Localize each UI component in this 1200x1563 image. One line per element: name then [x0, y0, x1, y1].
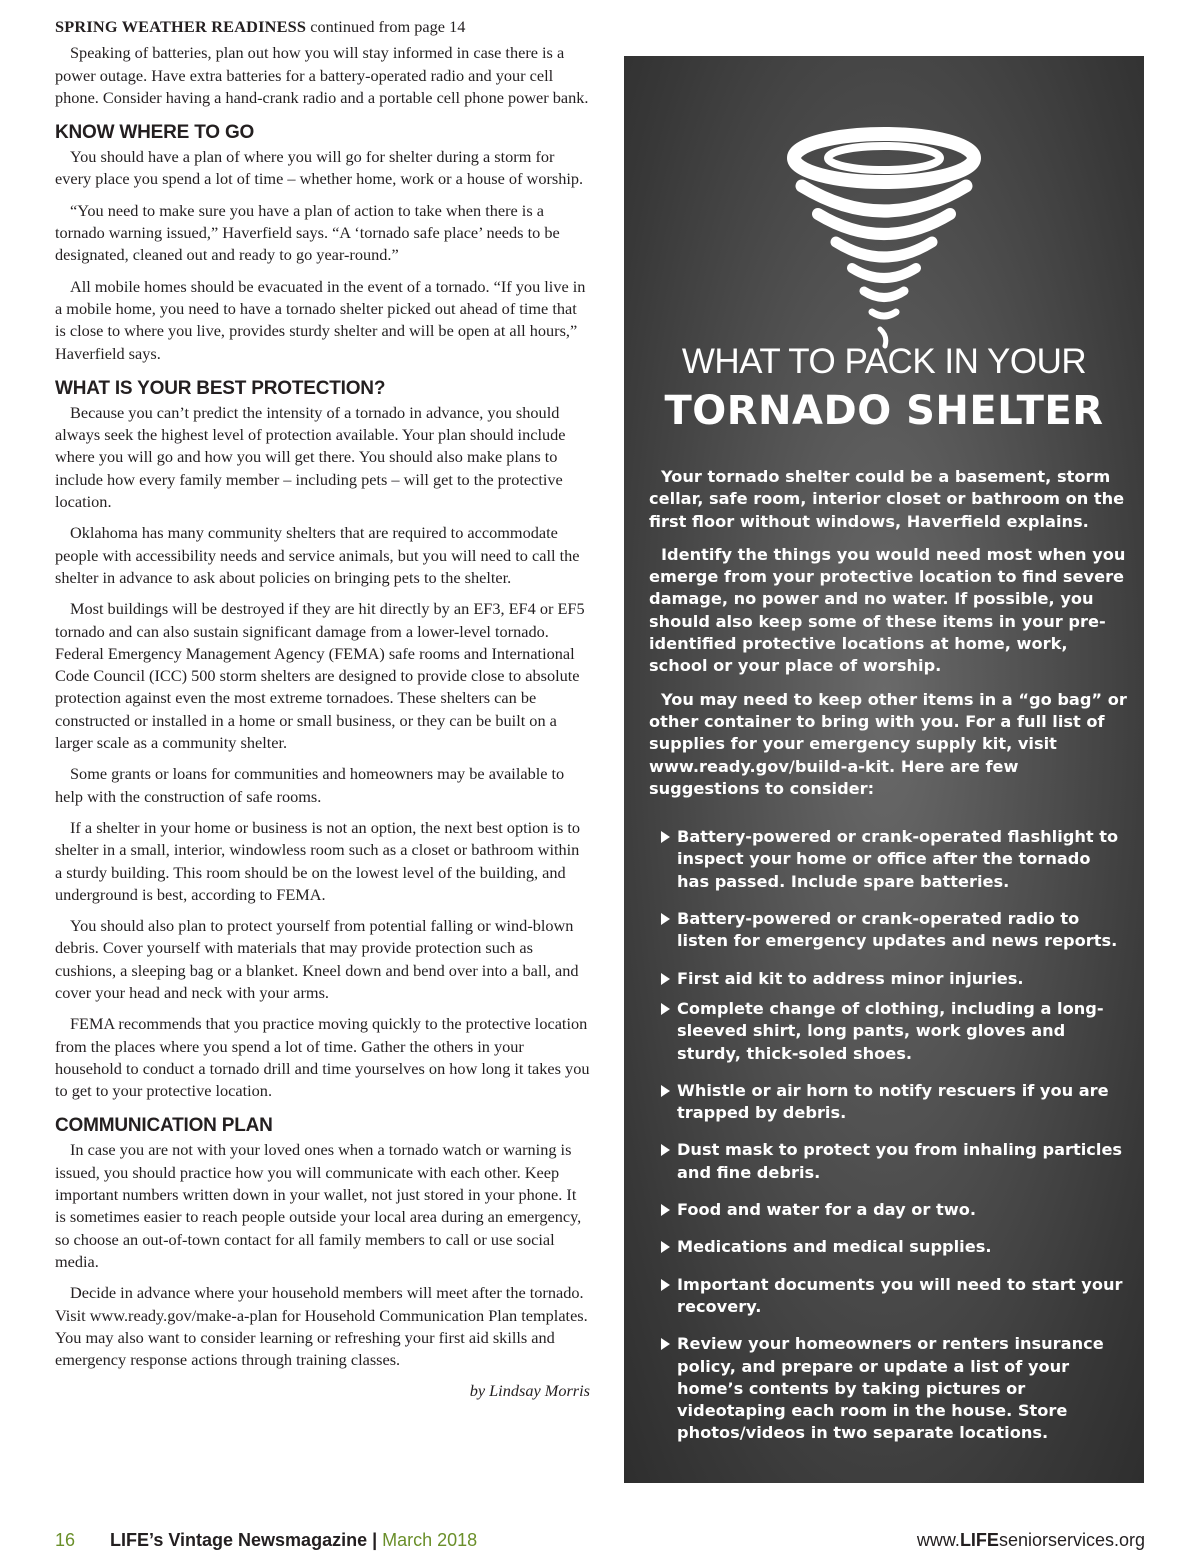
site-prefix: www. — [916, 1530, 960, 1550]
list-item — [649, 998, 1127, 1065]
tornado-icon — [784, 126, 984, 356]
site-bold: LIFE — [959, 1530, 999, 1550]
continued-rest: continued from page 14 — [306, 17, 466, 36]
triangle-bullet-icon — [661, 1085, 670, 1097]
list-item — [649, 968, 1127, 990]
magazine-name: LIFE’s Vintage Newsmagazine — [110, 1530, 368, 1550]
website-url — [917, 1530, 1145, 1551]
page-number: 16 — [55, 1530, 76, 1550]
triangle-bullet-icon — [661, 1279, 670, 1291]
list-item — [649, 1139, 1127, 1184]
issue-date: March 2018 — [382, 1530, 478, 1550]
list-item — [649, 1333, 1127, 1444]
paragraph: Because you can’t predict the intensity of a tornado in advance, you should always seek the highest level of protection available. Your plan should include where you will go and how you will get there. You should also make plans to include how every family member – including pets – will get to the protective location. — [55, 402, 566, 512]
byline: by Lindsay Morris — [469, 1381, 590, 1401]
sidebar-paragraph: You may need to keep other items in a “go bag” or other container to bring with you. For a full list of supplies for your emergency supply kit, visit www.ready.gov/build-a-kit. Here are few suggestions to consider: — [649, 689, 1127, 798]
list-item-text: Complete change of clothing, including a long-sleeved shirt, long pants, work gloves and sturdy, thick-soled shoes. — [677, 998, 1104, 1063]
magazine-title — [110, 1530, 477, 1551]
list-item — [649, 826, 1127, 893]
triangle-bullet-icon — [661, 1338, 670, 1350]
article-intro: Speaking of batteries, plan out how you will stay informed in case there is a power outage. Have extra batteries for a battery-operated radio and your cell phone. Consider having a hand-crank radio and a portable cell phone power bank. — [55, 43, 589, 107]
triangle-bullet-icon — [661, 831, 670, 843]
sidebar-paragraph: Your tornado shelter could be a basement, storm cellar, safe room, interior closet or bathroom on the first floor without windows, Haverfield explains. — [649, 467, 1125, 531]
paragraph: In case you are not with your loved ones when a tornado watch or warning is issued, you should practice how you will communicate with each other. Keep important numbers written down in your wallet, not just stored in your phone. It is sometimes easier to reach people outside your local area during an emergency, so choose an out-of-town contact for all family members to call or use social media. — [55, 1140, 582, 1271]
paragraph: All mobile homes should be evacuated in the event of a tornado. “If you live in a mobile home, you need to have a tornado shelter picked out ahead of time that is close to where you live, provides sturdy shelter and will be open at all hours,” Haverfield says. — [55, 276, 586, 363]
triangle-bullet-icon — [661, 1003, 670, 1015]
list-item-text: Battery-powered or crank-operated radio to listen for emergency updates and news reports. — [677, 909, 1118, 951]
continued-kicker: SPRING WEATHER READINESS — [55, 17, 307, 36]
supply-list — [649, 826, 1127, 1445]
section-heading-communication: COMMUNICATION PLAN — [55, 1115, 273, 1137]
triangle-bullet-icon — [661, 1144, 670, 1156]
sidebar-box — [624, 56, 1144, 1483]
list-item-text: Medications and medical supplies. — [677, 1237, 992, 1257]
continued-line — [55, 16, 590, 38]
paragraph: FEMA recommends that you practice moving quickly to the protective location from the places where you spend a lot of time. Gather the others in your household to conduct a tornado drill and time yourselves on how long it takes you to get to your protective location. — [55, 1014, 590, 1101]
paragraph: Oklahoma has many community shelters that are required to accommodate people with accessibility needs and service animals, but you will need to call the shelter in advance to ask about policies on bringing pets to the shelter. — [55, 523, 580, 587]
list-item — [649, 1199, 1127, 1221]
triangle-bullet-icon — [661, 1204, 670, 1216]
section-heading-best-protection: WHAT IS YOUR BEST PROTECTION? — [55, 377, 386, 399]
sidebar-paragraph: Identify the things you would need most when you emerge from your protective location to find severe damage, no power and no water. If possible, you should also keep some of these items in your pre-identified protective locations at home, work, school or your place of worship. — [649, 544, 1126, 676]
site-suffix: seniorservices.org — [998, 1530, 1145, 1550]
list-item-text: Important documents you will need to start your recovery. — [677, 1274, 1123, 1316]
list-item-text: First aid kit to address minor injuries. — [677, 968, 1024, 988]
sidebar-title-line1: WHAT TO PACK IN YOUR — [681, 342, 1087, 381]
list-item — [649, 908, 1127, 953]
list-item — [649, 1274, 1127, 1319]
article-column — [55, 16, 590, 1403]
section-heading-know-where: KNOW WHERE TO GO — [55, 122, 255, 144]
list-item — [649, 1236, 1127, 1258]
paragraph: Decide in advance where your household members will meet after the tornado. Visit www.ready.gov/make-a-plan for Household Communication Plan templates. You may also want to consider learning or refreshing your first aid skills and emergency response actions through training classes. — [55, 1283, 588, 1370]
list-item — [649, 1080, 1127, 1125]
sidebar-title-line2: TORNADO SHELTER — [664, 388, 1104, 434]
paragraph: If a shelter in your home or business is not an option, the next best option is to shelter in a small, interior, windowless room such as a closet or bathroom within a sturdy building. This room should be on the lowest level of the building, and underground is best, according to FEMA. — [55, 817, 581, 904]
paragraph: You should have a plan of where you will go for shelter during a storm for every place you spend a lot of time – whether home, work or a house of worship. — [55, 147, 584, 189]
sidebar-body — [649, 466, 1127, 1460]
list-item-text: Review your homeowners or renters insurance policy, and prepare or update a list of your home’s contents by taking pictures or videotaping each room in the house. Store photos/videos in two separate locations. — [677, 1334, 1104, 1443]
list-item-text: Food and water for a day or two. — [677, 1200, 976, 1220]
triangle-bullet-icon — [661, 1241, 670, 1253]
paragraph: Some grants or loans for communities and homeowners may be available to help with the construction of safe rooms. — [55, 764, 565, 806]
page-footer — [55, 1530, 1145, 1554]
list-item-text: Dust mask to protect you from inhaling particles and fine debris. — [677, 1140, 1123, 1182]
list-item-text: Whistle or air horn to notify rescuers if you are trapped by debris. — [677, 1080, 1109, 1123]
footer-separator: | — [367, 1530, 383, 1550]
paragraph: “You need to make sure you have a plan of action to take when there is a tornado warning issued,” Haverfield says. “A ‘tornado safe place’ needs to be designated, cleaned out and ready to go year-round.” — [55, 200, 560, 265]
triangle-bullet-icon — [661, 973, 670, 985]
paragraph: You should also plan to protect yourself from potential falling or wind-blown debris. Cover yourself with materials that may provide protection such as cushions, a sleeping bag or a blanket. Kneel down and bend over into a ball, and cover your head and neck with your arms. — [55, 916, 579, 1002]
list-item-text: Battery-powered or crank-operated flashlight to inspect your home or office after the tornado has passed. Include spare batteries. — [677, 827, 1119, 891]
paragraph: Most buildings will be destroyed if they are hit directly by an EF3, EF4 or EF5 tornado and can also sustain significant damage from a lower-level tornado. Federal Emergency Management Agency (FEMA) safe rooms and International Code Council (ICC) 500 storm shelters are designed to provide close to absolute protection against even the most extreme tornadoes. These shelters can be constructed or installed in a home or small business, or they can be built on a larger scale as a community shelter. — [55, 599, 585, 753]
triangle-bullet-icon — [661, 913, 670, 925]
